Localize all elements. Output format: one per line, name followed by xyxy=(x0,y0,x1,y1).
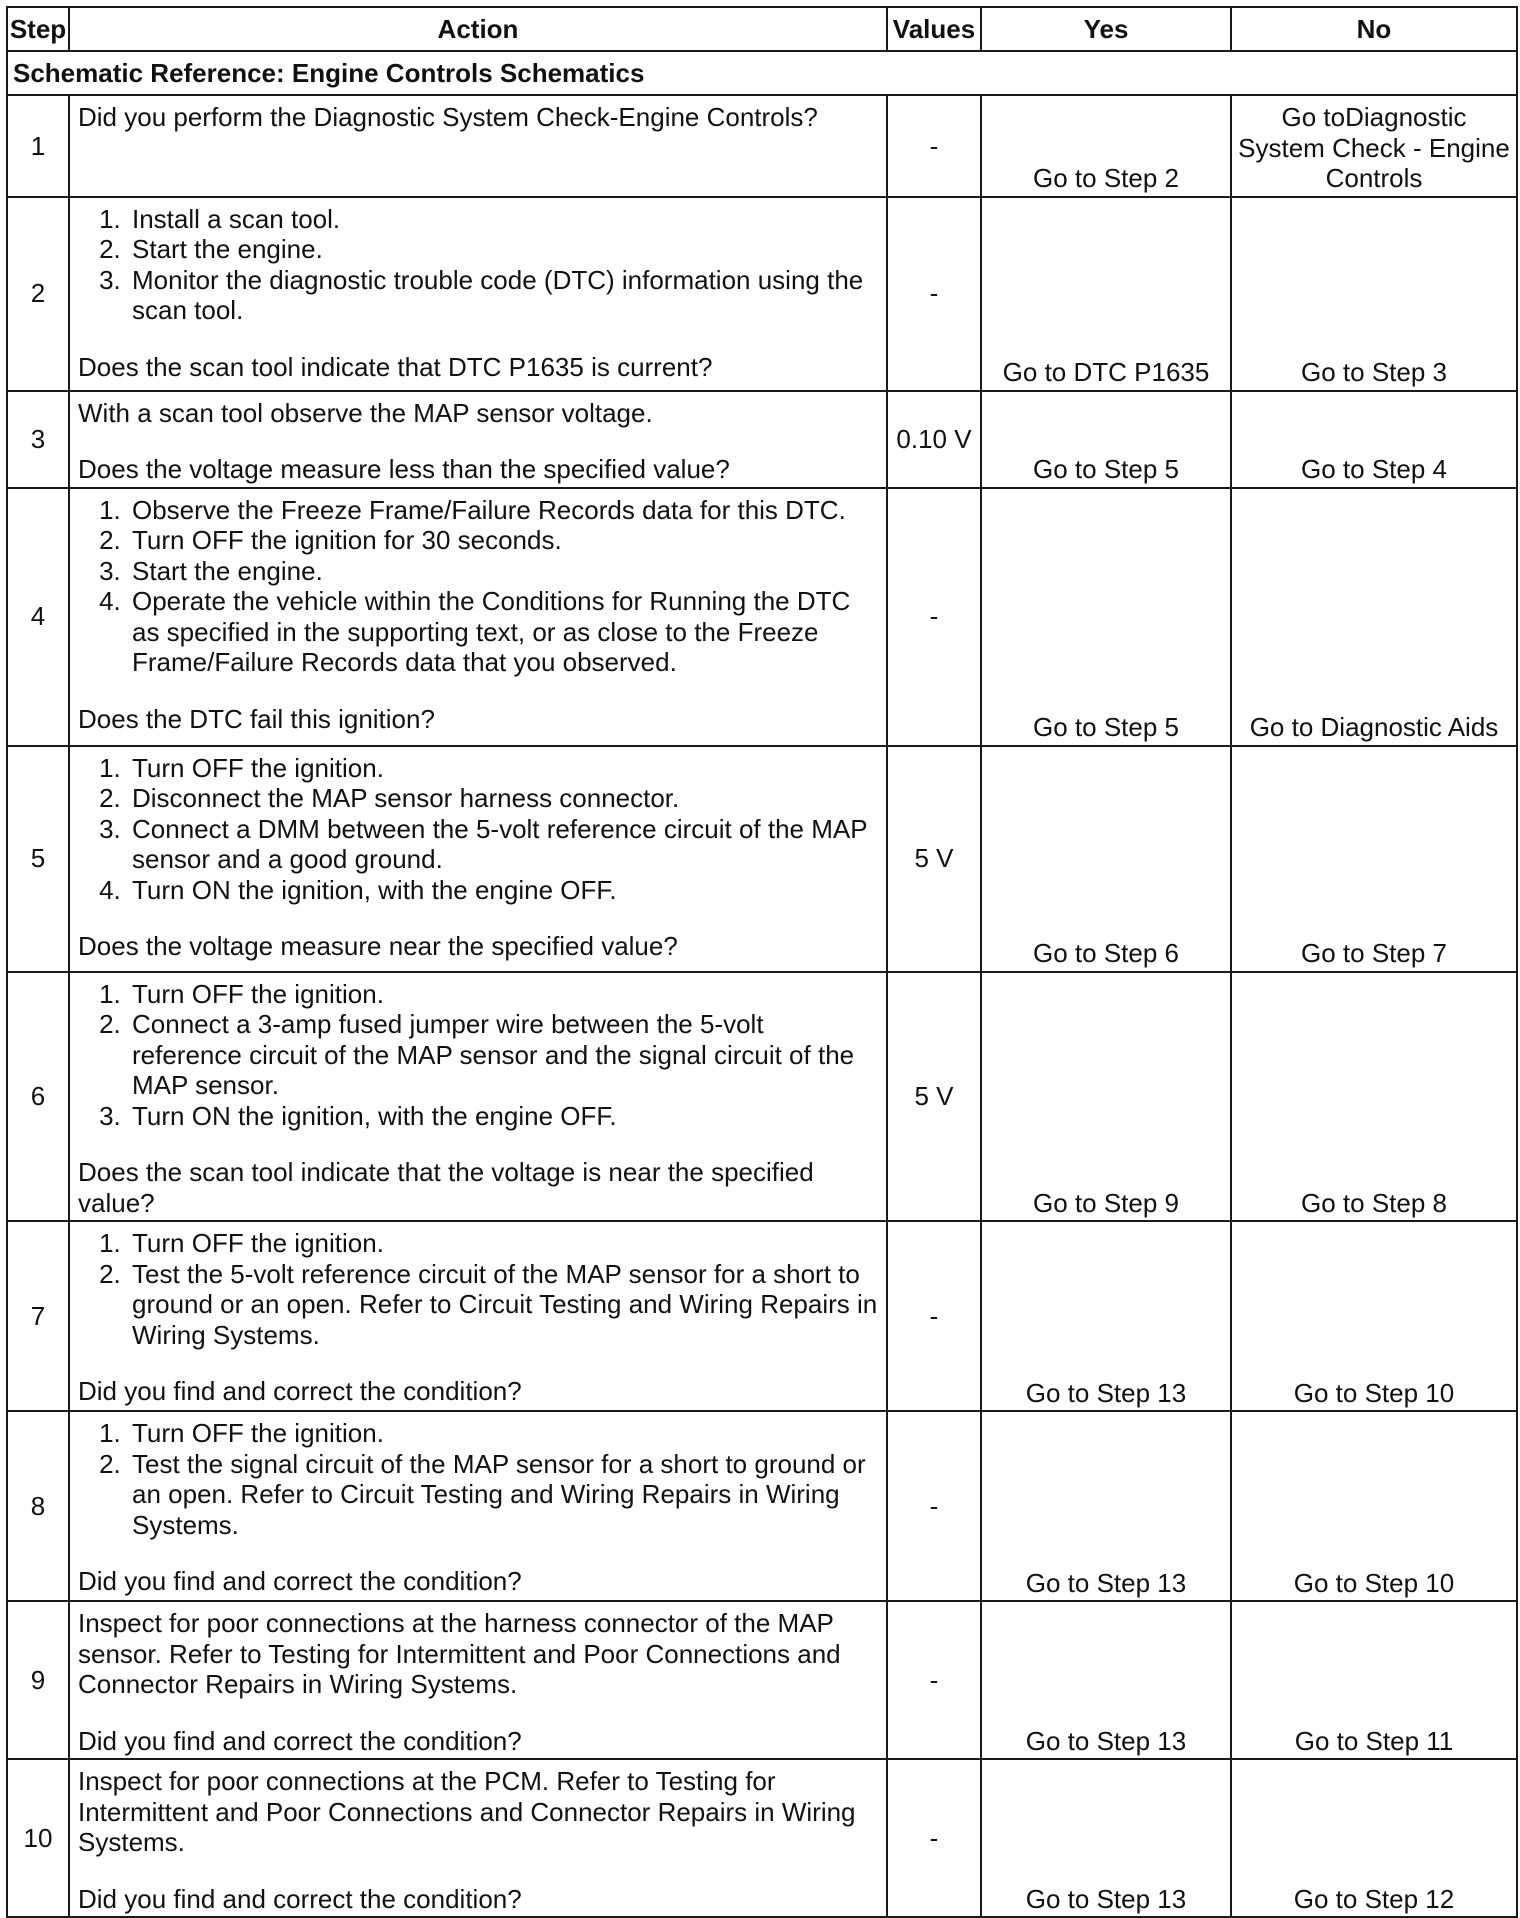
step-row-6 xyxy=(7,972,1517,1222)
action-question: Did you find and correct the condition? xyxy=(78,1725,522,1756)
no-result: Go to Step 10 xyxy=(1231,1221,1517,1411)
yes-result: Go to Step 6 xyxy=(981,746,1231,972)
action-step: 1. Turn OFF the ignition. xyxy=(128,979,878,1010)
action-question: Does the voltage measure less than the specified value? xyxy=(78,454,730,484)
action-steps-list xyxy=(78,495,878,678)
step-action xyxy=(69,391,887,488)
no-result: Go to Step 12 xyxy=(1231,1759,1517,1917)
yes-result: Go to Step 13 xyxy=(981,1759,1231,1917)
step-row-2 xyxy=(7,197,1517,391)
step-row-10 xyxy=(7,1759,1517,1917)
step-action xyxy=(69,197,887,391)
step-row-7 xyxy=(7,1221,1517,1411)
step-value: - xyxy=(887,488,981,746)
step-action xyxy=(69,488,887,746)
step-action xyxy=(69,95,887,197)
action-step: 2. Test the signal circuit of the MAP sensor for a short to ground or an open. Refer to Circuit Testing and Wiring Repairs in Wiring Systems. xyxy=(128,1449,878,1541)
step-number: 5 xyxy=(7,746,69,972)
action-steps-list xyxy=(78,204,878,326)
no-result: Go to Step 4 xyxy=(1231,391,1517,488)
step-value: 5 V xyxy=(887,972,981,1222)
header-no: No xyxy=(1231,7,1517,51)
step-number: 1 xyxy=(7,95,69,197)
action-steps-list xyxy=(78,1228,878,1350)
step-action xyxy=(69,746,887,972)
no-result: Go to Step 8 xyxy=(1231,972,1517,1222)
action-question: Did you find and correct the condition? xyxy=(78,1376,522,1406)
header-values: Values xyxy=(887,7,981,51)
action-step: 1. Turn OFF the ignition. xyxy=(128,753,878,784)
schematic-reference: Schematic Reference: Engine Controls Schematics xyxy=(7,51,1517,95)
yes-result: Go to Step 13 xyxy=(981,1411,1231,1601)
action-step: 3. Turn ON the ignition, with the engine OFF. xyxy=(128,1101,878,1132)
step-number: 4 xyxy=(7,488,69,746)
step-value: - xyxy=(887,1601,981,1759)
step-action xyxy=(69,1411,887,1601)
action-step: 1. Install a scan tool. xyxy=(128,204,878,235)
yes-result: Go to Step 2 xyxy=(981,95,1231,197)
action-question: Did you find and correct the condition? xyxy=(78,1883,522,1914)
step-row-4 xyxy=(7,488,1517,746)
step-action xyxy=(69,1221,887,1411)
yes-result: Go to Step 5 xyxy=(981,488,1231,746)
step-row-8 xyxy=(7,1411,1517,1601)
step-number: 3 xyxy=(7,391,69,488)
yes-result: Go to Step 13 xyxy=(981,1221,1231,1411)
step-action xyxy=(69,972,887,1222)
no-result: Go to Step 11 xyxy=(1231,1601,1517,1759)
step-number: 10 xyxy=(7,1759,69,1917)
action-step: 3. Start the engine. xyxy=(128,556,878,587)
step-value: - xyxy=(887,95,981,197)
header-action: Action xyxy=(69,7,887,51)
step-row-9 xyxy=(7,1601,1517,1759)
action-step: 2. Start the engine. xyxy=(128,234,878,265)
step-number: 6 xyxy=(7,972,69,1222)
step-value: 0.10 V xyxy=(887,391,981,488)
step-row-5 xyxy=(7,746,1517,972)
step-row-1 xyxy=(7,95,1517,197)
step-value: - xyxy=(887,197,981,391)
no-result: Go toDiagnostic System Check - Engine Controls xyxy=(1231,95,1517,197)
yes-result: Go to Step 5 xyxy=(981,391,1231,488)
step-action xyxy=(69,1759,887,1917)
step-row-3 xyxy=(7,391,1517,488)
yes-result: Go to Step 13 xyxy=(981,1601,1231,1759)
action-question: Does the scan tool indicate that DTC P1635 is current? xyxy=(78,351,713,382)
action-step: 4. Turn ON the ignition, with the engine OFF. xyxy=(128,875,878,906)
no-result: Go to Step 7 xyxy=(1231,746,1517,972)
action-step: 3. Monitor the diagnostic trouble code (DTC) information using the scan tool. xyxy=(128,265,878,326)
step-value: - xyxy=(887,1221,981,1411)
action-intro: With a scan tool observe the MAP sensor voltage. xyxy=(78,397,653,428)
header-step: Step xyxy=(7,7,69,51)
no-result: Go to Diagnostic Aids xyxy=(1231,488,1517,746)
no-result: Go to Step 10 xyxy=(1231,1411,1517,1601)
yes-result: Go to DTC P1635 xyxy=(981,197,1231,391)
diagnostic-table xyxy=(6,6,1518,1918)
step-action xyxy=(69,1601,887,1759)
action-step: 2. Disconnect the MAP sensor harness connector. xyxy=(128,783,878,814)
action-question: Does the voltage measure near the specified value? xyxy=(78,931,678,961)
action-steps-list xyxy=(78,753,878,906)
action-intro: Did you perform the Diagnostic System Check-Engine Controls? xyxy=(78,102,818,132)
step-number: 8 xyxy=(7,1411,69,1601)
action-question: Does the DTC fail this ignition? xyxy=(78,703,435,734)
step-value: 5 V xyxy=(887,746,981,972)
action-step: 4. Operate the vehicle within the Conditions for Running the DTC as specified in the supporting text, or as close to the Freeze Frame/Failure Records data that you observed. xyxy=(128,586,878,678)
step-number: 9 xyxy=(7,1601,69,1759)
action-steps-list xyxy=(78,1418,878,1540)
action-step: 3. Connect a DMM between the 5-volt reference circuit of the MAP sensor and a good ground. xyxy=(128,814,878,875)
diagnostic-table-container xyxy=(6,6,1516,1918)
action-steps-list xyxy=(78,979,878,1132)
header-row xyxy=(7,7,1517,51)
action-intro: Inspect for poor connections at the PCM. Refer to Testing for Intermittent and Poor Connections and Connector Repairs in Wiring Systems. xyxy=(78,1766,856,1857)
step-number: 7 xyxy=(7,1221,69,1411)
schematic-reference-row xyxy=(7,51,1517,95)
action-question: Did you find and correct the condition? xyxy=(78,1566,522,1596)
action-step: 2. Test the 5-volt reference circuit of the MAP sensor for a short to ground or an open. Refer to Circuit Testing and Wiring Repairs in Wiring Systems. xyxy=(128,1259,878,1351)
step-value: - xyxy=(887,1411,981,1601)
no-result: Go to Step 3 xyxy=(1231,197,1517,391)
action-step: 2. Turn OFF the ignition for 30 seconds. xyxy=(128,525,878,556)
step-number: 2 xyxy=(7,197,69,391)
action-step: 1. Observe the Freeze Frame/Failure Records data for this DTC. xyxy=(128,495,878,526)
step-value: - xyxy=(887,1759,981,1917)
action-question: Does the scan tool indicate that the voltage is near the specified value? xyxy=(78,1157,814,1218)
action-step: 1. Turn OFF the ignition. xyxy=(128,1418,878,1449)
action-step: 2. Connect a 3-amp fused jumper wire between the 5-volt reference circuit of the MAP sensor and the signal circuit of the MAP sensor. xyxy=(128,1009,878,1101)
header-yes: Yes xyxy=(981,7,1231,51)
action-intro: Inspect for poor connections at the harness connector of the MAP sensor. Refer to Testing for Intermittent and Poor Connections and Connector Repairs in Wiring Systems. xyxy=(78,1608,841,1699)
yes-result: Go to Step 9 xyxy=(981,972,1231,1222)
action-step: 1. Turn OFF the ignition. xyxy=(128,1228,878,1259)
